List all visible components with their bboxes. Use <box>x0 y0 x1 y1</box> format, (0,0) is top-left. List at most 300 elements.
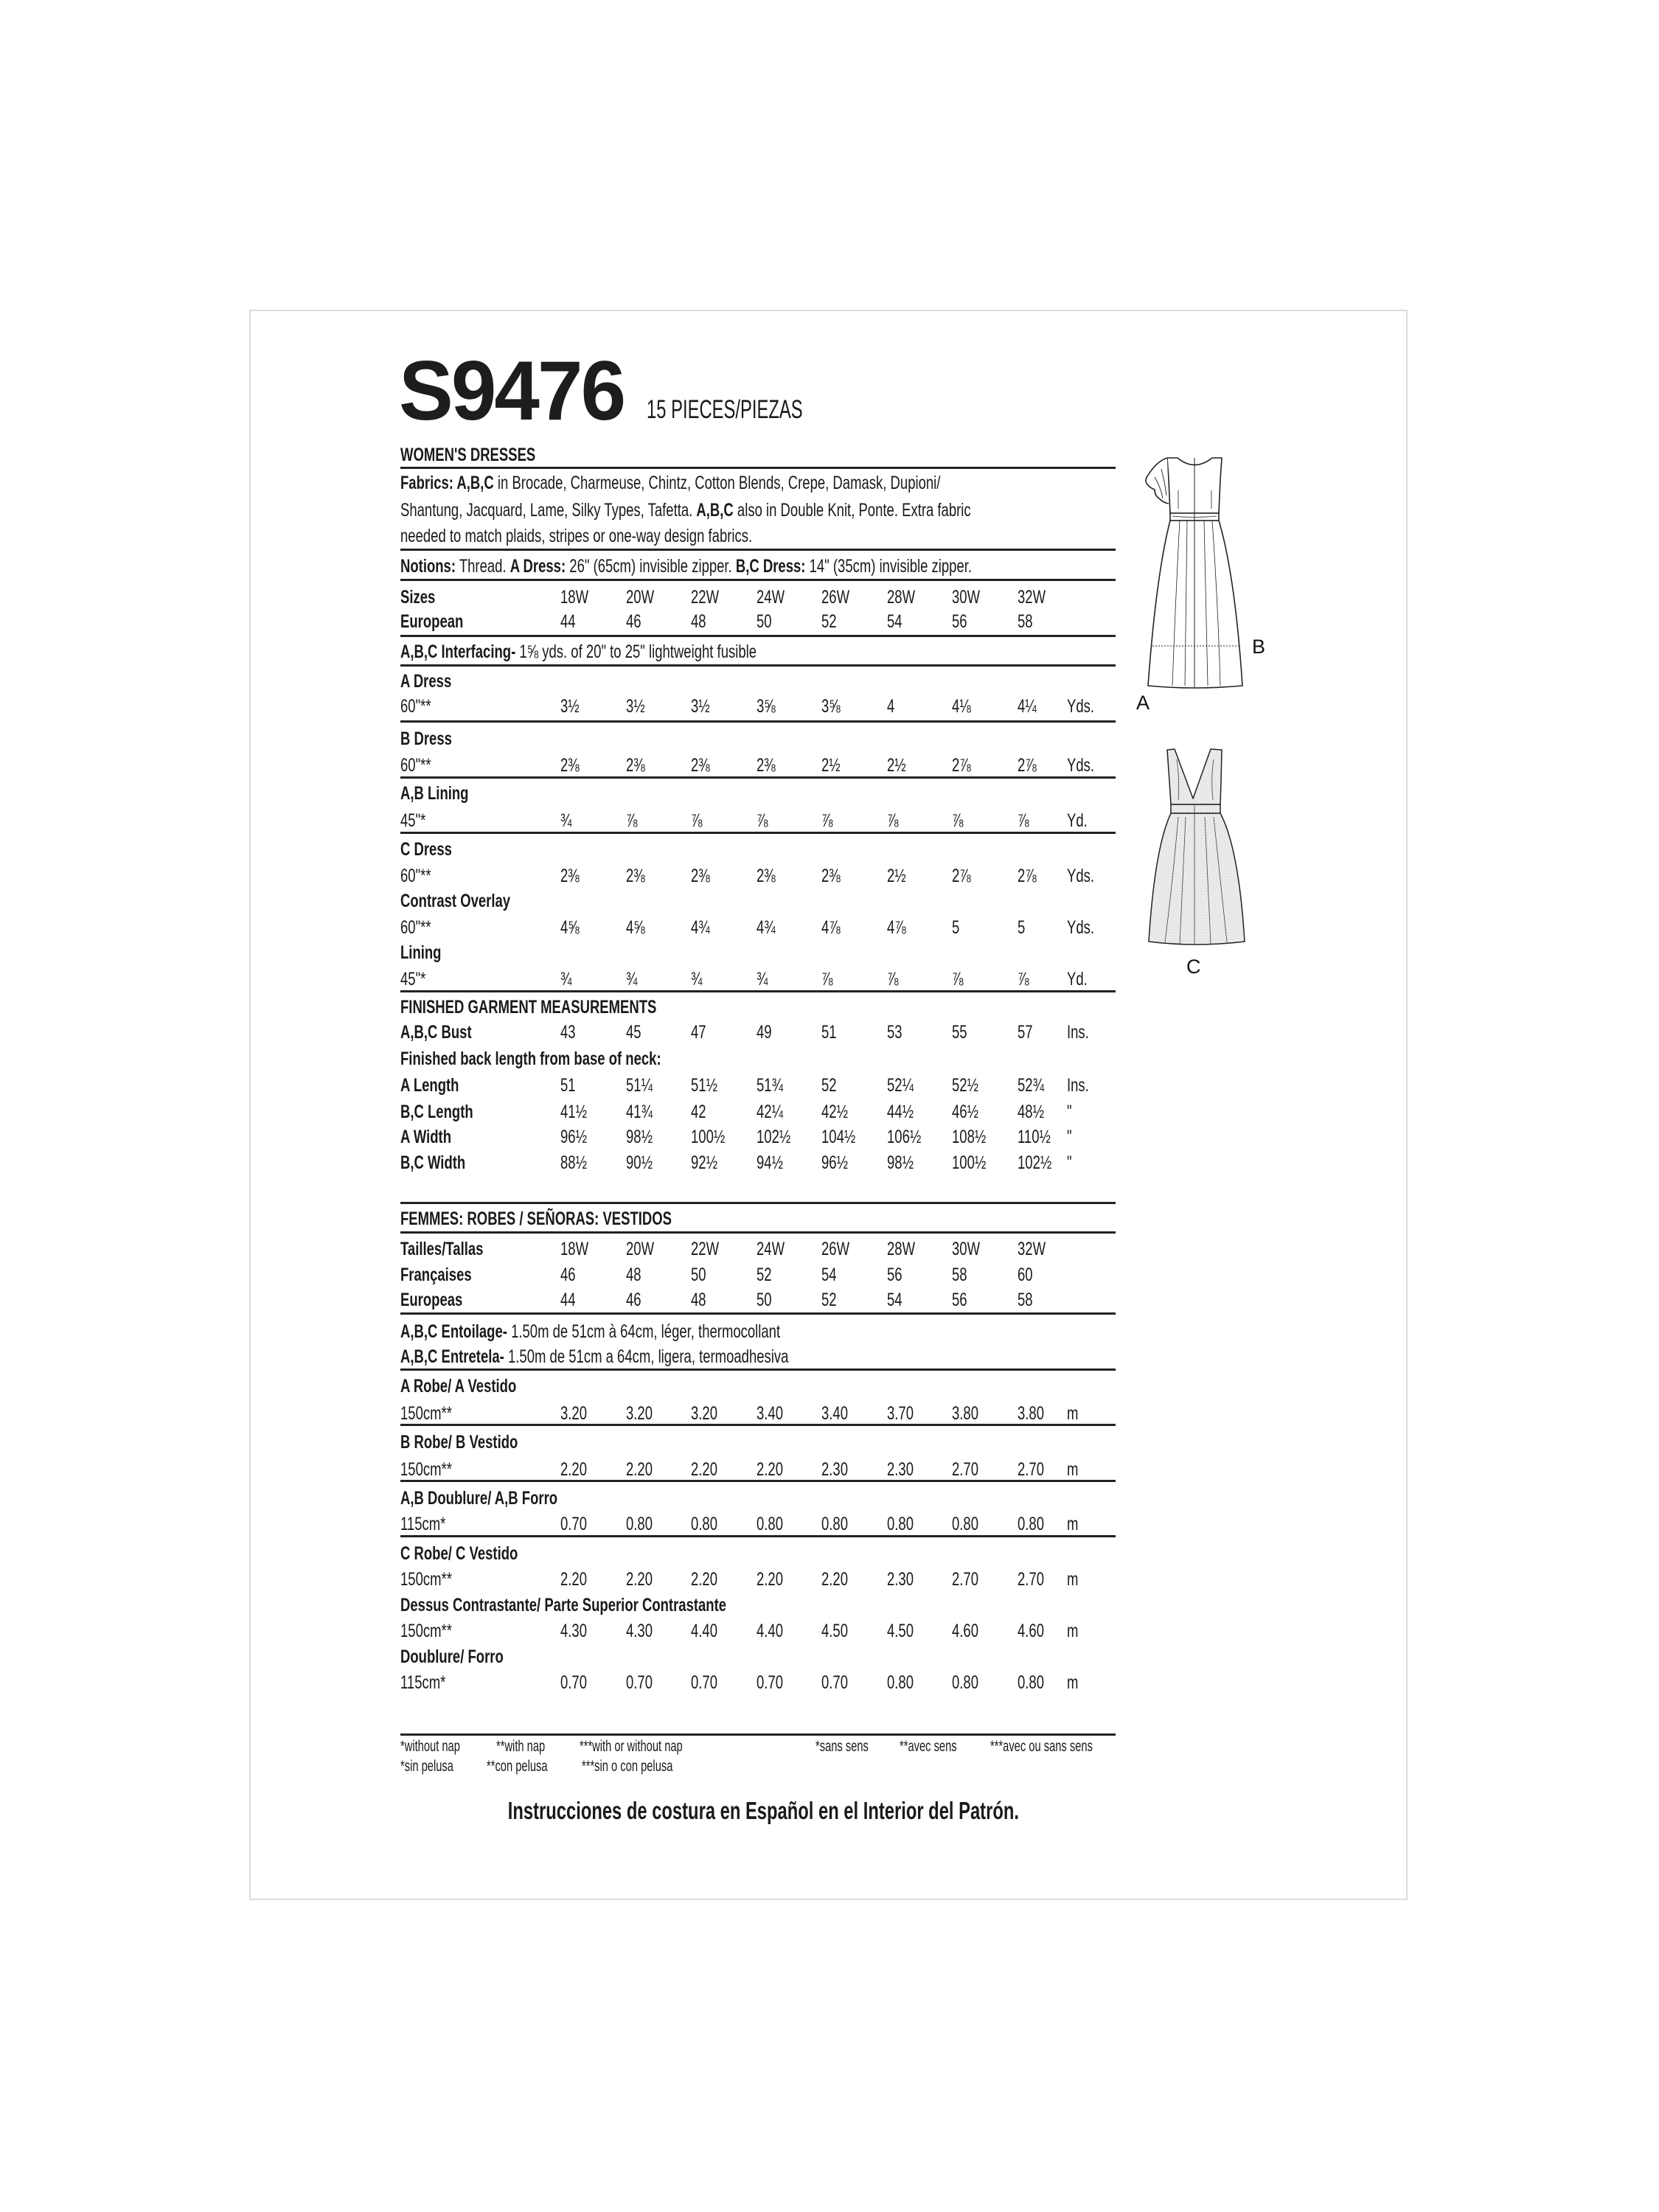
row-value <box>691 1021 712 1043</box>
row-label-text: B,C Length <box>400 1102 473 1122</box>
row-value-text: 2.70 <box>1018 1569 1045 1590</box>
row-value <box>1018 1126 1062 1148</box>
row-label-text: C Dress <box>400 839 452 860</box>
row-value-text: 0.80 <box>952 1514 979 1534</box>
row-value-text: 3.70 <box>887 1403 914 1424</box>
row-value <box>691 1152 727 1174</box>
row-value-text: 2⅞ <box>952 866 971 886</box>
bold-segment: A,B,C Entretela- <box>400 1346 504 1367</box>
row-value <box>821 1021 842 1043</box>
row-label-text: Lining <box>400 942 442 963</box>
row-value-text: 51¼ <box>626 1075 653 1096</box>
row-value-text: 52 <box>821 611 837 632</box>
row-label-text: B Dress <box>400 728 452 749</box>
row-label-text: A,B Lining <box>400 783 469 804</box>
label-view-b: B <box>1252 636 1266 658</box>
row-value-text: 18W <box>560 587 589 608</box>
row-unit-text: m <box>1067 1514 1079 1534</box>
row-value <box>887 1152 923 1174</box>
row-label <box>400 611 485 633</box>
row-value <box>626 754 652 776</box>
row-label <box>400 670 470 692</box>
dress-a-skirt <box>1148 521 1242 688</box>
row-value-text: 2⅜ <box>560 755 580 776</box>
row-value <box>821 865 847 887</box>
footnote <box>400 1738 486 1756</box>
row-unit <box>1067 1402 1082 1425</box>
row-value-text: 2⅜ <box>821 866 841 886</box>
row-value-text: 0.70 <box>560 1514 588 1534</box>
row-value <box>757 1402 793 1425</box>
row-value-text: 60 <box>1018 1265 1033 1285</box>
row-value-text: 108½ <box>952 1127 987 1147</box>
row-value-text: 2½ <box>821 755 841 776</box>
row-label <box>400 1513 462 1535</box>
row-value <box>821 968 837 990</box>
divider-line <box>400 1312 1116 1315</box>
row-value <box>691 1264 712 1286</box>
entoilage-text <box>400 1321 914 1343</box>
footnote-text: *without nap <box>400 1738 460 1755</box>
row-label-text: 150cm** <box>400 1459 452 1480</box>
row-value <box>952 611 973 633</box>
row-value <box>757 968 772 990</box>
row-value <box>560 1620 597 1642</box>
footnote <box>900 1738 981 1756</box>
row-value-text: ⅞ <box>626 810 638 831</box>
row-value <box>560 1101 597 1123</box>
row-value <box>626 865 652 887</box>
row-value-text: 42½ <box>821 1102 849 1122</box>
row-value <box>560 1264 581 1286</box>
row-value <box>757 810 772 832</box>
row-value-text: 4.60 <box>952 1621 979 1641</box>
row-value <box>887 1289 908 1311</box>
row-value <box>821 586 859 608</box>
row-value <box>560 1458 597 1481</box>
interfacing-text <box>400 641 882 663</box>
footnote-text: **with nap <box>496 1738 546 1755</box>
row-value-text: 24W <box>757 587 785 608</box>
row-value <box>952 1289 973 1311</box>
row-unit-text: m <box>1067 1569 1079 1590</box>
row-value <box>887 1568 923 1590</box>
dress-c-bodice <box>1167 749 1222 804</box>
row-value-text: 2.20 <box>757 1569 784 1590</box>
row-value <box>821 1101 858 1123</box>
row-value <box>691 586 728 608</box>
row-value-text: 2.30 <box>821 1459 849 1480</box>
row-value-text: 0.70 <box>691 1672 718 1693</box>
row-value <box>1018 1101 1054 1123</box>
row-value-text: 4.30 <box>560 1621 588 1641</box>
row-label <box>400 1646 540 1668</box>
row-label-text: 115cm* <box>400 1514 446 1534</box>
divider-line <box>400 1368 1116 1371</box>
row-value-text: 0.80 <box>757 1514 784 1534</box>
row-value <box>757 1126 803 1148</box>
row-label-text: A Robe/ A Vestido <box>400 1376 517 1397</box>
row-unit <box>1067 1101 1074 1123</box>
row-value <box>952 865 978 887</box>
row-value-text: 46 <box>626 611 641 632</box>
row-value-text: 3.80 <box>952 1403 979 1424</box>
interfacing-text-content <box>400 641 757 663</box>
row-value-text: 56 <box>952 1290 967 1310</box>
row-label <box>400 996 746 1018</box>
row-value-text: 52¾ <box>1018 1075 1045 1096</box>
row-unit <box>1067 1152 1074 1174</box>
row-value-text: 2.20 <box>626 1459 653 1480</box>
row-label <box>400 1238 512 1260</box>
row-value-text: 44 <box>560 1290 576 1310</box>
row-value-text: ⅞ <box>952 810 964 831</box>
row-unit <box>1067 810 1095 832</box>
row-label-text: 115cm* <box>400 1672 446 1693</box>
row-value-text: 51 <box>560 1075 576 1096</box>
text-segment: Shantung, Jacquard, Lame, Silky Types, Tafetta. <box>400 500 697 521</box>
row-unit <box>1067 1126 1074 1148</box>
fabrics-line <box>400 525 876 547</box>
row-value-text: 4.30 <box>626 1621 653 1641</box>
row-label <box>400 810 434 832</box>
row-unit-text: Yds. <box>1067 917 1095 938</box>
dress-c-skirt <box>1149 813 1245 945</box>
row-label <box>400 917 442 939</box>
bold-segment: Notions: <box>400 556 456 577</box>
row-label <box>400 942 456 964</box>
row-unit-text: Yd. <box>1067 810 1088 831</box>
divider-line <box>400 1231 1116 1234</box>
footnote <box>580 1738 727 1756</box>
row-unit-text: " <box>1067 1102 1072 1122</box>
row-value-text: 28W <box>887 1239 916 1259</box>
row-value <box>560 611 581 633</box>
row-value-text: 0.80 <box>887 1514 914 1534</box>
row-value <box>626 1458 662 1481</box>
footnote-text: *sin pelusa <box>400 1758 453 1775</box>
row-value-text: 52 <box>757 1265 772 1285</box>
row-value <box>691 1101 712 1123</box>
row-value-text: 4¾ <box>757 917 776 938</box>
row-value-text: 46 <box>626 1290 641 1310</box>
row-value <box>821 917 847 939</box>
row-unit <box>1067 1672 1082 1694</box>
row-value-text: 26W <box>821 587 850 608</box>
row-value-text: 2½ <box>887 755 906 776</box>
row-value-text: 2⅜ <box>626 866 645 886</box>
row-value-text: 2.20 <box>560 1459 588 1480</box>
row-value <box>1018 1620 1054 1642</box>
row-value <box>757 586 794 608</box>
row-unit-text: Yds. <box>1067 755 1095 776</box>
row-value <box>691 1568 727 1590</box>
row-unit <box>1067 1458 1082 1481</box>
row-value <box>626 917 652 939</box>
row-value <box>560 1152 597 1174</box>
row-value <box>821 1126 868 1148</box>
row-value <box>626 1101 662 1123</box>
row-label <box>400 890 549 912</box>
row-label <box>400 782 493 804</box>
row-label-text: B,C Width <box>400 1152 466 1173</box>
divider-line <box>400 549 1116 551</box>
row-value <box>626 1672 662 1694</box>
row-value <box>757 1620 793 1642</box>
row-value <box>626 1513 662 1535</box>
row-value-text: 4.40 <box>691 1621 718 1641</box>
row-value <box>757 865 782 887</box>
section-title-international <box>400 1208 767 1230</box>
divider-line <box>400 1535 1116 1537</box>
row-value <box>1018 1568 1054 1590</box>
row-unit <box>1067 917 1104 939</box>
row-label-text: FINISHED GARMENT MEASUREMENTS <box>400 997 657 1018</box>
row-value <box>1018 754 1043 776</box>
row-value-text: ⅞ <box>757 810 768 831</box>
row-value-text: 4¼ <box>1018 696 1037 717</box>
row-value <box>626 1126 662 1148</box>
row-label-text: 45"* <box>400 810 426 831</box>
row-unit-text: " <box>1067 1152 1072 1173</box>
text-segment: also in Double Knit, Ponte. Extra fabric <box>733 500 971 521</box>
row-value <box>757 1672 793 1694</box>
row-value-text: 41½ <box>560 1102 588 1122</box>
row-value <box>952 1101 988 1123</box>
row-label <box>400 1375 557 1397</box>
row-value-text: ¾ <box>757 969 768 990</box>
row-value <box>560 754 586 776</box>
row-value-text: 44½ <box>887 1102 914 1122</box>
row-label-text: 45"* <box>400 969 426 990</box>
row-value <box>887 1402 923 1425</box>
row-value <box>691 1074 727 1096</box>
section-title-international-text: FEMMES: ROBES / SEÑORAS: VESTIDOS <box>400 1208 672 1229</box>
row-unit <box>1067 754 1104 776</box>
text-segment: needed to match plaids, stripes or one-way design fabrics. <box>400 526 753 546</box>
section-title-english-text: WOMEN'S DRESSES <box>400 445 536 465</box>
row-value <box>560 1126 597 1148</box>
row-value <box>952 1458 988 1481</box>
row-value-text: 2.70 <box>952 1569 979 1590</box>
row-value-text: 98½ <box>626 1127 653 1147</box>
divider-line <box>400 1424 1116 1426</box>
row-value <box>1018 1289 1038 1311</box>
row-value <box>757 1074 793 1096</box>
notions-text-content <box>400 555 972 577</box>
row-value <box>821 1568 858 1590</box>
row-value <box>821 1513 858 1535</box>
divider-line <box>400 635 1116 637</box>
row-value <box>626 1152 662 1174</box>
row-value-text: 5 <box>952 917 960 938</box>
row-value <box>952 1402 988 1425</box>
row-value-text: 4.50 <box>887 1621 914 1641</box>
row-label-text: 60"** <box>400 866 431 886</box>
row-value <box>952 1620 988 1642</box>
row-unit-text: Ins. <box>1067 1075 1089 1096</box>
spanish-instructions-note <box>400 1798 1127 1824</box>
footnote-text: ***sin o con pelusa <box>582 1758 673 1775</box>
row-value-text: 3.20 <box>691 1403 718 1424</box>
row-label <box>400 695 442 717</box>
row-label <box>400 1264 497 1286</box>
dress-c-illustration <box>1143 745 1250 951</box>
row-value-text: 2⅜ <box>560 866 580 886</box>
row-value <box>821 1238 859 1260</box>
row-value <box>952 1513 988 1535</box>
row-value <box>952 968 967 990</box>
text-segment: in Brocade, Charmeuse, Chintz, Cotton Blends, Crepe, Damask, Dupioni/ <box>493 473 941 493</box>
row-value <box>691 695 717 717</box>
row-value <box>952 754 978 776</box>
row-value <box>560 917 586 939</box>
row-unit-text: Ins. <box>1067 1022 1089 1043</box>
row-value-text: 26W <box>821 1239 850 1259</box>
row-value-text: 3.20 <box>560 1403 588 1424</box>
notions-text <box>400 555 1172 577</box>
row-value <box>887 1672 923 1694</box>
divider-line <box>400 579 1116 581</box>
row-label-text: C Robe/ C Vestido <box>400 1543 518 1564</box>
footnote-text: ***avec ou sans sens <box>990 1738 1093 1755</box>
row-value <box>626 1402 662 1425</box>
row-label-text: Françaises <box>400 1265 472 1285</box>
row-value <box>626 1568 662 1590</box>
row-value <box>1018 810 1033 832</box>
footnote-text: ***with or without nap <box>580 1738 683 1755</box>
row-value <box>626 1074 662 1096</box>
row-value <box>691 917 717 939</box>
row-value-text: 32W <box>1018 1239 1046 1259</box>
row-value <box>757 1568 793 1590</box>
row-value-text: ¾ <box>560 969 572 990</box>
row-value <box>1018 1513 1054 1535</box>
row-value-text: 2.20 <box>691 1569 718 1590</box>
row-label-text: Dessus Contrastante/ Parte Superior Contrastante <box>400 1595 727 1615</box>
row-value-text: 52½ <box>952 1075 979 1096</box>
row-value-text: 42¼ <box>757 1102 784 1122</box>
row-label <box>400 865 442 887</box>
fabrics-line-content <box>400 499 971 521</box>
row-value <box>887 865 913 887</box>
row-value-text: 0.70 <box>757 1672 784 1693</box>
row-label-text: Sizes <box>400 587 436 608</box>
row-label <box>400 728 470 750</box>
row-value <box>952 695 978 717</box>
row-value <box>560 1672 597 1694</box>
row-value <box>1018 1672 1054 1694</box>
row-value <box>757 1513 793 1535</box>
row-value <box>821 1402 858 1425</box>
row-value <box>952 1152 998 1174</box>
row-value-text: 4⅛ <box>952 696 971 717</box>
row-value <box>757 695 782 717</box>
row-value <box>757 1238 794 1260</box>
row-value-text: 58 <box>1018 1290 1033 1310</box>
row-value-text: 51 <box>821 1022 837 1043</box>
footnote-text: *sans sens <box>815 1738 869 1755</box>
row-value-text: 0.80 <box>952 1672 979 1693</box>
divider-line <box>400 664 1116 667</box>
row-label <box>400 1594 841 1616</box>
row-label-text: A Dress <box>400 671 452 692</box>
row-value-text: 2.20 <box>821 1569 849 1590</box>
row-label-text: A,B Doublure/ A,B Forro <box>400 1488 558 1509</box>
row-value-text: 100½ <box>691 1127 726 1147</box>
row-value-text: 100½ <box>952 1152 987 1173</box>
row-unit <box>1067 1021 1096 1043</box>
row-value-text: 2⅜ <box>757 866 776 886</box>
row-value-text: 48 <box>691 1290 706 1310</box>
row-value-text: 4⅞ <box>887 917 906 938</box>
row-value <box>626 586 664 608</box>
row-value-text: 55 <box>952 1022 967 1043</box>
row-value-text: 46 <box>560 1265 576 1285</box>
row-value <box>887 1620 923 1642</box>
row-unit <box>1067 695 1104 717</box>
entretela-text-content <box>400 1346 788 1368</box>
row-label <box>400 1101 498 1123</box>
row-value-text: 44 <box>560 611 576 632</box>
row-value-text: 104½ <box>821 1127 856 1147</box>
footnote <box>582 1758 712 1775</box>
row-value <box>757 917 782 939</box>
row-value <box>626 810 641 832</box>
row-label <box>400 1568 470 1590</box>
footnote <box>496 1738 566 1756</box>
row-value <box>757 1152 793 1174</box>
row-value-text: 45 <box>626 1022 641 1043</box>
row-value <box>887 968 902 990</box>
row-value <box>1018 1458 1054 1481</box>
row-value-text: 28W <box>887 587 916 608</box>
row-value-text: 56 <box>952 611 967 632</box>
row-label <box>400 754 442 776</box>
row-value-text: 20W <box>626 1239 655 1259</box>
row-value-text: 102½ <box>1018 1152 1052 1173</box>
dress-c-waistband <box>1171 804 1220 813</box>
text-segment: Thread. <box>456 556 510 577</box>
row-value <box>821 1074 842 1096</box>
row-value-text: 2.70 <box>952 1459 979 1480</box>
row-value-text: 51¾ <box>757 1075 784 1096</box>
row-value <box>1018 968 1033 990</box>
dress-a-b-illustration <box>1139 453 1250 693</box>
row-value-text: 0.70 <box>560 1672 588 1693</box>
row-value-text: 42 <box>691 1102 706 1122</box>
row-label-text: 150cm** <box>400 1621 452 1641</box>
row-label <box>400 1402 470 1425</box>
row-value-text: 47 <box>691 1022 706 1043</box>
row-label-text: B Robe/ B Vestido <box>400 1432 518 1453</box>
row-value-text: 110½ <box>1018 1127 1051 1147</box>
row-value-text: 46½ <box>952 1102 979 1122</box>
row-label <box>400 1620 470 1642</box>
row-value-text: 50 <box>757 1290 772 1310</box>
row-value <box>691 611 712 633</box>
row-value-text: 22W <box>691 1239 720 1259</box>
row-value <box>757 1289 777 1311</box>
row-value <box>887 1101 923 1123</box>
row-value <box>1018 695 1043 717</box>
row-unit-text: m <box>1067 1403 1079 1424</box>
spanish-instructions-note-text: Instrucciones de costura en Español en el Interior del Patrón. <box>507 1797 1020 1824</box>
divider-line <box>400 990 1116 992</box>
row-value <box>1018 586 1055 608</box>
row-value-text: 2⅜ <box>626 755 645 776</box>
row-value <box>952 1126 998 1148</box>
